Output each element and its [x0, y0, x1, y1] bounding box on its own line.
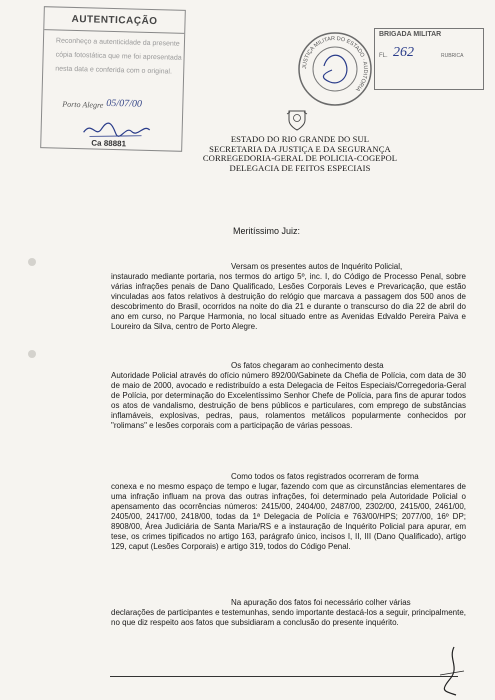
letterhead-line: DELEGACIA DE FEITOS ESPECIAIS	[229, 162, 371, 173]
paragraph-lead: Como todos os fatos registrados ocorreram de forma	[231, 472, 419, 481]
svg-text:JUSTIÇA MILITAR DO ESTADO · AU	[302, 36, 368, 92]
page-number: 262	[393, 45, 414, 60]
footer-initials	[430, 645, 470, 697]
paragraph-text: conexa e no mesmo espaço de tempo e lugar, fazendo com que as circunstâncias elementares de uma infração influam na prova das outras infrações, foi determinado pela Autoridade Policial o apensamento das ocorrências números: 2415/00, 2404/00, 2487/00, 2302/00, 2415/00, 2461/00, 2405/00, 2417/00, 2418/00, todas da 1ª Delegacia de Polícia e 763/00/HPS; 2077/00, 16º DP; 8908/00, Área Judiciária de Santa Maria/RS e a instauração de Inquérito Policial para apurar, em tese, os crimes tipificados no artigo 163, parágrafo único, incisos I, II, III (Dano Qualificado), artigo 129, caput (Lesões Corporais) e artigo 319, todos do Código Penal.	[111, 482, 466, 551]
brigada-label: BRIGADA MILITAR	[379, 31, 442, 38]
stamp-cat: Ca 88881	[91, 138, 127, 149]
stamp-date: 05/07/00	[106, 97, 143, 110]
paragraph-1	[111, 262, 466, 332]
paragraph-lead: Na apuração dos fatos foi necessário colher várias	[231, 598, 411, 607]
letterhead-line: CORREGEDORIA-GERAL DE POLICIA-COGEPOL	[202, 153, 398, 164]
punch-hole	[28, 258, 36, 266]
letterhead	[200, 135, 400, 173]
stamp-city: Porto Alegre	[62, 99, 104, 110]
stamp-line: cópia fotostática que me foi apresentada	[55, 51, 182, 62]
brigada-stamp	[374, 28, 484, 90]
brigada-fl: FL.	[379, 53, 388, 59]
authentication-stamp	[40, 6, 186, 152]
greeting: Meritíssimo Juiz:	[233, 226, 301, 236]
punch-hole	[28, 350, 36, 358]
paragraph-lead: Os fatos chegaram ao conhecimento desta	[231, 361, 384, 370]
brigada-rubrica: RUBRICA	[441, 53, 464, 59]
paragraph-text: Autoridade Policial através do ofício número 892/00/Gabinete da Chefia de Polícia, com data de 30 de maio de 2000, avocado e redistribuído a esta Delegacia de Feitos Especiais/Corregedoria-Geral de Polícia, por determinação do Excelentíssimo Senhor Chefe de Polícia, para fins de apurar todos os atos de vandalismo, destruição de bens públicos e particulares, com emprego de substâncias inflamáveis, explosivas, pedras, paus, rolamentos metálicos popularmente conhecidos por "rolimans" e lesões corporais com a participação de várias pessoas.	[111, 371, 466, 430]
justice-seal	[296, 30, 374, 108]
stamp-line: Reconheço a autenticidade da presente	[55, 37, 180, 48]
paragraph-text: instaurado mediante portaria, nos termos do artigo 5º, inc. I, do Código de Processo Penal, sobre várias infrações penais de Dano Qualificado, Lesões Corporais Leves e Prevaricação, que estão vinculadas aos fatos relativos à destruição do relógio que marcava a passagem dos 500 anos de descobrimento do Brasil, ocorridos na noite do dia 21 e durante o transcurso do dia 22 de abril do ano em curso, no Parque Harmonia, no local situado entre as Avenidas Edvaldo Pereira Paiva e Loureiro da Silva, centro de Porto Alegre.	[111, 272, 466, 331]
stamp-line: nesta data e conferida com o original.	[55, 65, 173, 76]
paragraph-4	[111, 598, 466, 628]
coat-of-arms-icon	[286, 108, 308, 132]
paragraph-lead: Versam os presentes autos de Inquérito Policial,	[231, 262, 403, 271]
footer-rule	[110, 676, 458, 677]
letterhead-line: SECRETARIA DA JUSTIÇA E DA SEGURANÇA	[209, 143, 391, 154]
paragraph-2	[111, 361, 466, 431]
paragraph-text: declarações de participantes e testemunhas, sendo importante destacá-los a seguir, principalmente, no que diz respeito aos fatos que subsidiaram a conclusão do presente inquérito.	[111, 608, 466, 627]
stamp-title: AUTENTICAÇÃO	[44, 7, 185, 34]
paragraph-3	[111, 472, 466, 552]
seal-text: JUSTIÇA MILITAR DO ESTADO · AUDITORIA	[301, 35, 369, 93]
letterhead-line: ESTADO DO RIO GRANDE DO SUL	[230, 134, 370, 144]
